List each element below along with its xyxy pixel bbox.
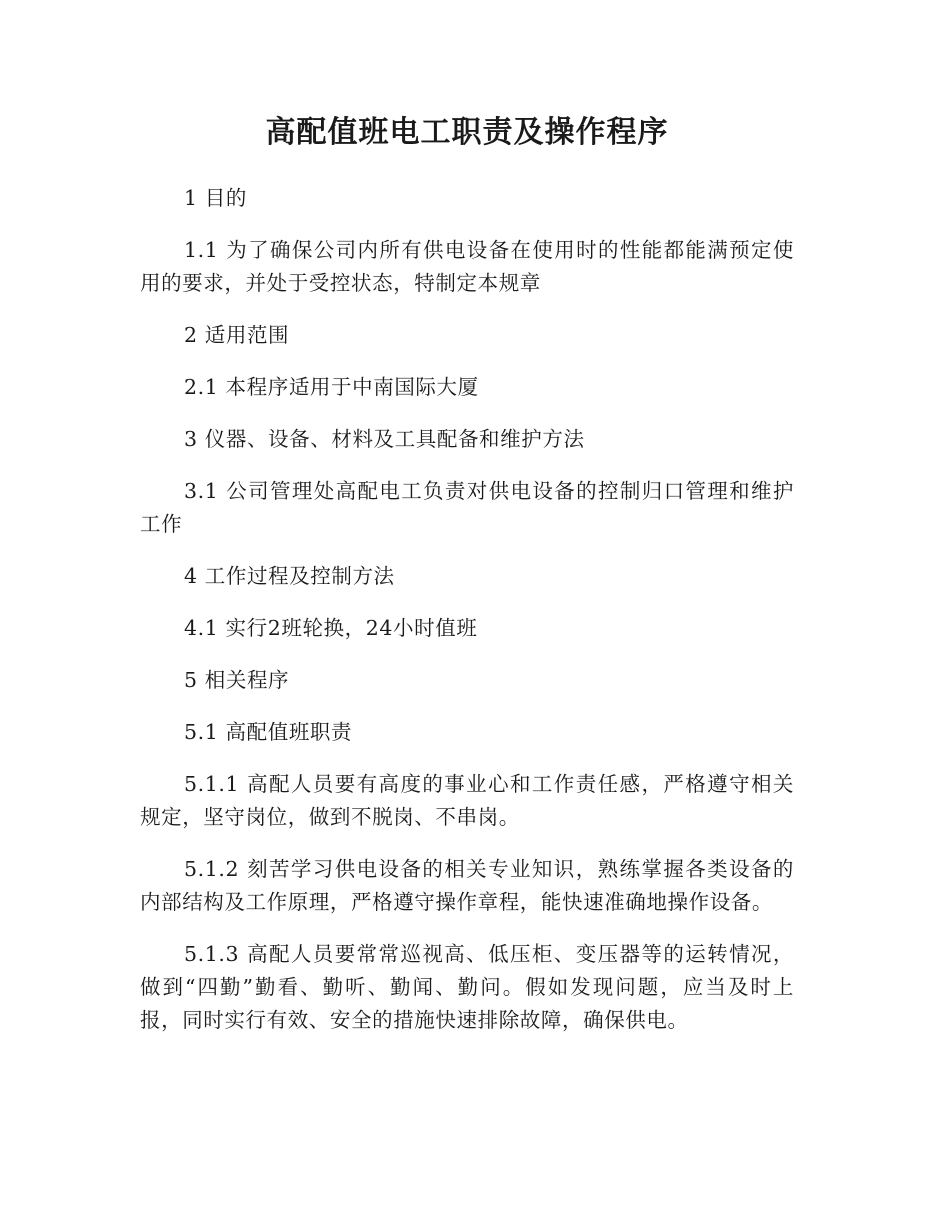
paragraph-4-1: 4.1 实行2班轮换，24小时值班	[184, 616, 478, 640]
section-heading-4: 4 工作过程及控制方法	[184, 564, 395, 588]
paragraph-5-1-2: 5.1.2 刻苦学习供电设备的相关专业知识，熟练掌握各类设备的内部结构及工作原理，严格遵守操作章程，能快速准确地操作设备。	[140, 857, 794, 914]
paragraph-5-1-1: 5.1.1 高配人员要有高度的事业心和工作责任感，严格遵守相关规定，坚守岗位，做到不脱岗、不串岗。	[140, 772, 794, 829]
section-heading-3: 3 仪器、设备、材料及工具配备和维护方法	[184, 427, 585, 451]
paragraph-2-1: 2.1 本程序适用于中南国际大厦	[184, 375, 479, 399]
paragraph-5-1: 5.1 高配值班职责	[184, 720, 353, 744]
document-title: 高配值班电工职责及操作程序	[265, 115, 669, 150]
document-page	[140, 108, 794, 1056]
paragraph-3-1: 3.1 公司管理处高配电工负责对供电设备的控制归口管理和维护工作	[140, 479, 794, 536]
paragraph-1-1: 1.1 为了确保公司内所有供电设备在使用时的性能都能满预定使用的要求，并处于受控状态，特制定本规章	[140, 238, 794, 295]
paragraph-5-1-3: 5.1.3 高配人员要常常巡视高、低压柜、变压器等的运转情况，做到“四勤”勤看、勤听、勤闻、勤问。假如发现问题，应当及时上报，同时实行有效、安全的措施快速排除故障，确保供电。	[140, 942, 794, 1032]
section-heading-1: 1 目的	[184, 186, 247, 210]
section-heading-5: 5 相关程序	[184, 668, 290, 692]
section-heading-2: 2 适用范围	[184, 323, 290, 347]
